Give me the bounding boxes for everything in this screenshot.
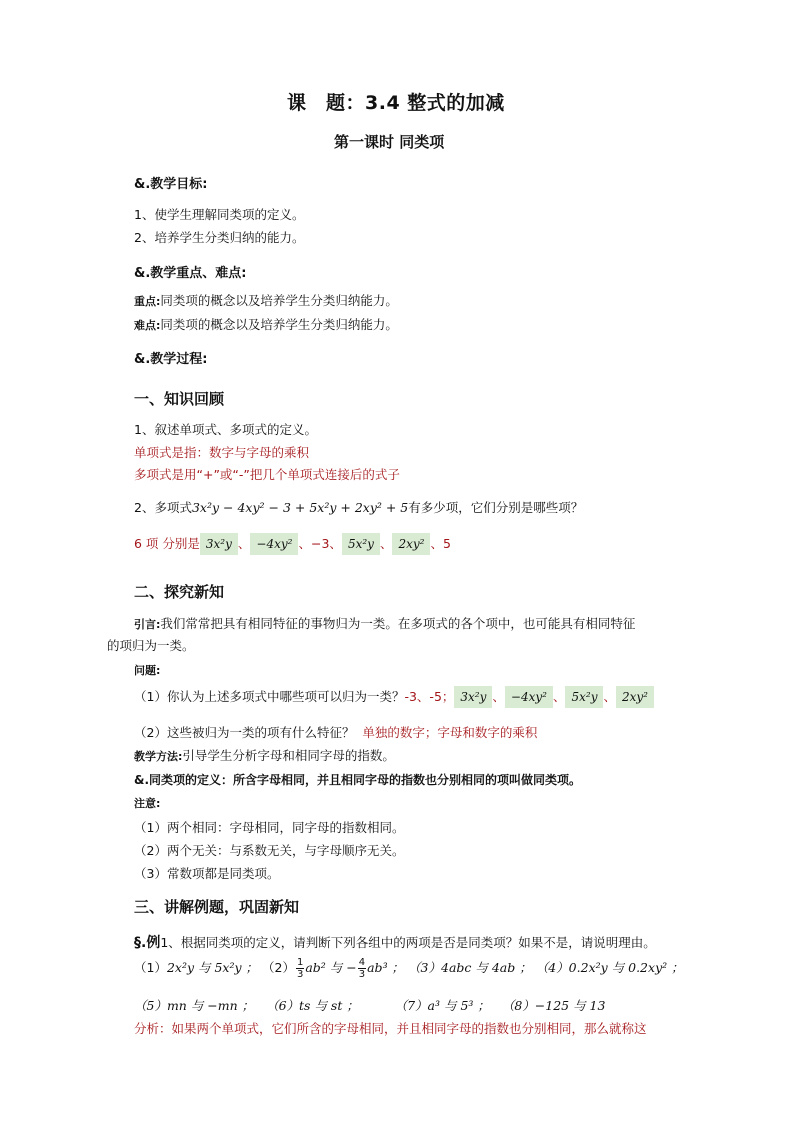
note-item-2: （2）两个无关：与系数无关，与字母顺序无关。 bbox=[134, 843, 405, 858]
question-1-text: （1）你认为上述多项式中哪些项可以归为一类？ bbox=[134, 689, 405, 704]
note-item-1: （1）两个相同：字母相同，同字母的指数相同。 bbox=[134, 820, 405, 835]
fraction-denominator: 3 bbox=[358, 969, 366, 980]
fraction bbox=[296, 957, 304, 980]
q2-prefix: 2、多项式 bbox=[134, 500, 192, 515]
focus-label: 重点: bbox=[134, 295, 161, 308]
explore-heading: 二、探究新知 bbox=[134, 583, 225, 601]
example-label: §.例 bbox=[134, 935, 161, 951]
review-a2 bbox=[134, 533, 451, 555]
intro-text: 我们常常把具有相同特征的事物归为一类。在多项式的各个项中，也可能具有相同特征 bbox=[160, 616, 636, 631]
q2-polynomial: 3x²y − 4xy² − 3 + 5x²y + 2xy² + 5 bbox=[191, 500, 409, 515]
intro-line-2: 的项归为一类。 bbox=[107, 638, 195, 653]
separator: 、 bbox=[552, 689, 566, 704]
review-q1: 1、叙述单项式、多项式的定义。 bbox=[134, 422, 317, 437]
separator: 、 bbox=[329, 536, 342, 551]
term-highlight: 5x²y bbox=[565, 686, 603, 708]
review-a1-poly: 多项式是用“+”或“-”把几个单项式连接后的式子 bbox=[134, 467, 400, 482]
term-highlight: 3x²y bbox=[454, 686, 492, 708]
separator: 、 bbox=[492, 689, 505, 704]
a2-prefix: 6 项 分别是 bbox=[134, 536, 200, 551]
goal-item-1: 1、使学生理解同类项的定义。 bbox=[134, 207, 305, 222]
note-label: 注意: bbox=[134, 797, 161, 810]
item-4: （4）0.2x²y 与 0.2xy² ； bbox=[535, 960, 684, 975]
separator: 、 bbox=[603, 689, 616, 704]
process-heading: &.教学过程: bbox=[134, 352, 208, 367]
question-1 bbox=[134, 686, 654, 708]
question-2-answer: 单独的数字；字母和数字的乘积 bbox=[362, 725, 538, 740]
definition-line: &.同类项的定义：所含字母相同，并且相同字母的指数也分别相同的项叫做同类项。 bbox=[134, 773, 582, 787]
item-2-end: ab³ ； bbox=[367, 960, 405, 975]
method-text: 引导学生分析字母和相同字母的指数。 bbox=[182, 748, 395, 763]
fraction-numerator: 4 bbox=[358, 957, 366, 968]
item-3: （3）4abc 与 4ab ； bbox=[408, 960, 532, 975]
method-label: 教学方法: bbox=[134, 750, 183, 763]
lesson-subtitle: 第一课时 同类项 bbox=[334, 133, 445, 151]
item-8: （8）−125 与 13 bbox=[501, 998, 606, 1013]
constant-term: −3 bbox=[310, 536, 330, 551]
example-row-2 bbox=[134, 996, 605, 1014]
example-text: 1、根据同类项的定义，请判断下列各组中的两项是否是同类项？如果不是，请说明理由。 bbox=[160, 935, 656, 950]
item-6: （6）ts 与 st ； bbox=[266, 998, 359, 1013]
question-label: 问题: bbox=[134, 664, 161, 677]
note-item-3: （3）常数项都是同类项。 bbox=[134, 866, 280, 881]
item-2-label: （2） bbox=[262, 960, 295, 975]
difficulty-text: 同类项的概念以及培养学生分类归纳能力。 bbox=[160, 317, 398, 332]
term-highlight: 2xy² bbox=[616, 686, 654, 708]
goals-heading: &.教学目标: bbox=[134, 177, 208, 192]
item-1-expr: 2x²y 与 5x²y ； bbox=[166, 960, 259, 975]
term-highlight: 5x²y bbox=[342, 533, 380, 555]
q2-suffix: 有多少项，它们分别是哪些项？ bbox=[408, 500, 584, 515]
fraction-numerator: 1 bbox=[296, 957, 304, 968]
difficulty-label: 难点: bbox=[134, 319, 161, 332]
goal-item-2: 2、培养学生分类归纳的能力。 bbox=[134, 230, 305, 245]
example-row-1 bbox=[134, 957, 684, 980]
term-highlight: −4xy² bbox=[250, 533, 298, 555]
page-title: 课 题：3.4 整式的加减 bbox=[287, 92, 505, 114]
focus-line bbox=[134, 291, 398, 309]
focus-text: 同类项的概念以及培养学生分类归纳能力。 bbox=[160, 293, 398, 308]
term-highlight: 2xy² bbox=[392, 533, 430, 555]
fraction-denominator: 3 bbox=[296, 969, 304, 980]
keypoints-heading: &.教学重点、难点: bbox=[134, 266, 247, 281]
separator: 、 bbox=[237, 536, 251, 551]
example-line bbox=[134, 932, 656, 952]
separator: 、 bbox=[379, 536, 393, 551]
constant-term: 5 bbox=[442, 536, 451, 551]
difficulty-line bbox=[134, 315, 398, 333]
analysis-line: 分析：如果两个单项式，它们所含的字母相同，并且相同字母的指数也分别相同，那么就称这 bbox=[134, 1021, 647, 1036]
term-highlight: −4xy² bbox=[505, 686, 553, 708]
fraction bbox=[358, 957, 366, 980]
item-2-mid: ab² 与 − bbox=[305, 960, 357, 975]
separator: 、 bbox=[430, 536, 443, 551]
review-heading: 一、知识回顾 bbox=[134, 390, 225, 408]
item-7: （7）a³ 与 5³ ； bbox=[394, 998, 490, 1013]
review-a1-mono: 单项式是指：数字与字母的乘积 bbox=[134, 445, 310, 460]
question-1-answer: -3、-5； bbox=[404, 689, 455, 704]
intro-line-1 bbox=[134, 614, 635, 632]
item-1-label: （1） bbox=[134, 960, 167, 975]
question-2-text: （2）这些被归为一类的项有什么特征？ bbox=[134, 725, 355, 740]
examples-heading: 三、讲解例题，巩固新知 bbox=[134, 898, 300, 916]
intro-label: 引言: bbox=[134, 618, 161, 631]
method-line bbox=[134, 746, 395, 764]
review-q2 bbox=[134, 498, 583, 516]
separator: 、 bbox=[298, 536, 311, 551]
question-2 bbox=[134, 723, 537, 741]
term-highlight: 3x²y bbox=[200, 533, 238, 555]
item-5: （5）mn 与 −mn ； bbox=[134, 998, 255, 1013]
